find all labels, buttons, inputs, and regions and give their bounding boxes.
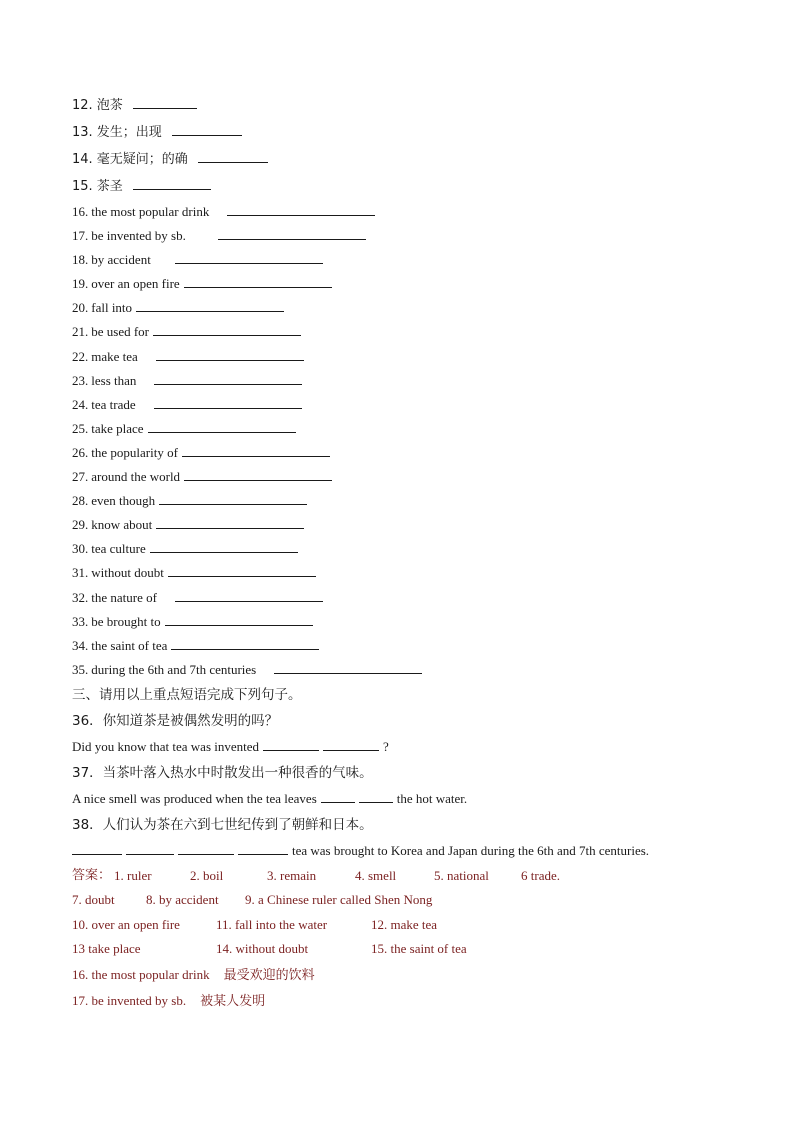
vocab-item bbox=[72, 441, 732, 465]
answer-item: 1. ruler bbox=[114, 867, 152, 883]
answer-blank[interactable] bbox=[182, 443, 330, 457]
item-text: make tea bbox=[91, 348, 138, 364]
answer-blank[interactable] bbox=[359, 789, 393, 803]
answer-item: 8. by accident bbox=[146, 892, 219, 908]
item-number: 15. bbox=[72, 179, 93, 194]
answer-blank[interactable] bbox=[218, 226, 366, 240]
vocab-item bbox=[72, 248, 732, 272]
item-number: 28. bbox=[72, 493, 89, 509]
question-prompt: 38．人们认为茶在六到七世纪传到了朝鲜和日本。 bbox=[72, 816, 373, 833]
question-sentence bbox=[72, 734, 732, 760]
answer-item: 3. remain bbox=[267, 867, 317, 883]
answer-blank[interactable] bbox=[227, 202, 375, 216]
answer-blank[interactable] bbox=[156, 515, 304, 529]
item-text: tea trade bbox=[91, 396, 136, 412]
vocab-chinese-list bbox=[72, 92, 732, 200]
item-text: know about bbox=[91, 517, 153, 533]
answer-row-2 bbox=[72, 888, 732, 913]
worksheet-page bbox=[72, 92, 732, 1015]
item-number: 33. bbox=[72, 613, 89, 629]
answer-row-1 bbox=[72, 864, 732, 889]
answer-blank[interactable] bbox=[171, 636, 319, 650]
vocab-item bbox=[72, 369, 732, 393]
sentence-start: A nice smell was produced when the tea leaves bbox=[72, 790, 317, 806]
question-sentence bbox=[72, 838, 732, 864]
item-text: even though bbox=[91, 493, 156, 509]
vocab-item bbox=[72, 561, 732, 585]
item-number: 22. bbox=[72, 348, 89, 364]
item-number: 27. bbox=[72, 469, 89, 485]
item-number: 21. bbox=[72, 324, 89, 340]
answer-item: 11. fall into the water bbox=[216, 916, 328, 932]
item-text: fall into bbox=[91, 300, 133, 316]
sentence-end: tea was brought to Korea and Japan during the 6th and 7th centuries. bbox=[292, 842, 650, 858]
item-number: 17. bbox=[72, 228, 89, 244]
item-number: 16. bbox=[72, 204, 89, 219]
answer-row-6 bbox=[72, 988, 732, 1015]
vocab-item bbox=[72, 513, 732, 537]
answer-item: 5. national bbox=[434, 867, 489, 883]
answer-blank[interactable] bbox=[72, 841, 122, 855]
answer-item: 17. be invented by sb. bbox=[72, 993, 187, 1009]
item-text: over an open fire bbox=[91, 276, 180, 292]
question-prompt: 36．你知道茶是被偶然发明的吗？ bbox=[72, 712, 279, 729]
answer-blank[interactable] bbox=[133, 95, 197, 109]
item-text: the saint of tea bbox=[91, 637, 168, 653]
answer-blank[interactable] bbox=[198, 149, 268, 163]
item-text: less than bbox=[91, 372, 137, 388]
answer-blank[interactable] bbox=[274, 660, 422, 674]
item-number: 26. bbox=[72, 444, 89, 460]
item-text: be invented by sb. bbox=[91, 228, 186, 244]
answer-blank[interactable] bbox=[126, 841, 174, 855]
vocab-item bbox=[72, 417, 732, 441]
answer-item: 15. the saint of tea bbox=[371, 941, 467, 957]
answer-item: 2. boil bbox=[190, 867, 224, 883]
answer-translation: 最受欢迎的饮料 bbox=[223, 967, 315, 983]
vocab-item bbox=[72, 586, 732, 610]
answer-blank[interactable] bbox=[153, 322, 301, 336]
vocab-item bbox=[72, 465, 732, 489]
vocab-item bbox=[72, 345, 732, 369]
item-text: around the world bbox=[91, 469, 181, 485]
answer-label: 答案： bbox=[72, 867, 112, 883]
item-text: without doubt bbox=[91, 565, 164, 581]
item-number: 31. bbox=[72, 565, 89, 581]
answer-item: 16. the most popular drink bbox=[72, 966, 210, 982]
vocab-item bbox=[72, 146, 732, 173]
item-number: 32. bbox=[72, 589, 89, 605]
item-number: 19. bbox=[72, 276, 89, 292]
sentence-start: Did you know that tea was invented bbox=[72, 738, 260, 754]
item-text: 毫无疑问；的确 bbox=[96, 152, 188, 167]
item-text: during the 6th and 7th centuries bbox=[91, 661, 257, 677]
answer-blank[interactable] bbox=[175, 250, 323, 264]
answer-blank[interactable] bbox=[263, 737, 319, 751]
answer-blank[interactable] bbox=[238, 841, 288, 855]
item-text: by accident bbox=[91, 252, 151, 268]
answer-blank[interactable] bbox=[133, 176, 211, 190]
answer-item: 12. make tea bbox=[371, 916, 438, 932]
item-number: 35. bbox=[72, 661, 89, 677]
item-text: be used for bbox=[91, 324, 150, 340]
answer-item: 9. a Chinese ruler called Shen Nong bbox=[245, 892, 433, 908]
answer-item: 10. over an open fire bbox=[72, 916, 180, 932]
section-3-title: 三、请用以上重点短语完成下列句子。 bbox=[72, 686, 302, 703]
item-text: the most popular drink bbox=[91, 204, 210, 219]
answer-translation: 被某人发明 bbox=[200, 994, 266, 1010]
answer-item: 13 take place bbox=[72, 941, 141, 957]
vocab-item bbox=[72, 658, 732, 682]
answer-item: 14. without doubt bbox=[216, 941, 309, 957]
vocab-item bbox=[72, 537, 732, 561]
item-number: 30. bbox=[72, 541, 89, 557]
vocab-item bbox=[72, 119, 732, 146]
answer-blank[interactable] bbox=[159, 491, 307, 505]
answer-blank[interactable] bbox=[168, 563, 316, 577]
answer-row-4 bbox=[72, 937, 732, 962]
vocab-item bbox=[72, 393, 732, 417]
answer-blank[interactable] bbox=[184, 274, 332, 288]
answer-blank[interactable] bbox=[148, 419, 296, 433]
answer-blank[interactable] bbox=[154, 371, 302, 385]
item-text: 茶圣 bbox=[96, 179, 123, 194]
answer-blank[interactable] bbox=[175, 588, 323, 602]
vocab-item bbox=[72, 489, 732, 513]
question-list bbox=[72, 708, 732, 864]
answer-blank[interactable] bbox=[321, 789, 355, 803]
question-prompt: 37．当茶叶落入热水中时散发出一种很香的气味。 bbox=[72, 764, 373, 781]
sentence-end: ? bbox=[383, 738, 389, 754]
answer-blank[interactable] bbox=[323, 737, 379, 751]
answer-blank[interactable] bbox=[172, 122, 242, 136]
item-text: take place bbox=[91, 420, 144, 436]
item-text: the nature of bbox=[91, 589, 157, 605]
vocab-item bbox=[72, 173, 732, 200]
answer-blank[interactable] bbox=[178, 841, 234, 855]
sentence-end: the hot water. bbox=[396, 790, 468, 806]
vocab-item bbox=[72, 634, 732, 658]
answer-item: 7. doubt bbox=[72, 892, 115, 908]
vocab-item bbox=[72, 610, 732, 634]
vocab-item bbox=[72, 224, 732, 248]
answer-blank[interactable] bbox=[136, 298, 284, 312]
item-number: 25. bbox=[72, 420, 89, 436]
item-number: 34. bbox=[72, 637, 89, 653]
answer-blank[interactable] bbox=[156, 347, 304, 361]
answer-row-3 bbox=[72, 913, 732, 938]
item-text: tea culture bbox=[91, 541, 146, 557]
item-text: the popularity of bbox=[91, 444, 178, 460]
item-number: 13. bbox=[72, 125, 93, 140]
answer-blank[interactable] bbox=[184, 467, 332, 481]
item-number: 12. bbox=[72, 98, 93, 113]
question-sentence bbox=[72, 786, 732, 812]
item-number: 24. bbox=[72, 396, 89, 412]
answer-key bbox=[72, 864, 732, 1015]
item-text: 发生；出现 bbox=[96, 125, 162, 140]
answer-item: 6 trade. bbox=[521, 867, 560, 883]
item-number: 29. bbox=[72, 517, 89, 533]
vocab-item bbox=[72, 200, 732, 224]
item-number: 14. bbox=[72, 152, 93, 167]
answer-blank[interactable] bbox=[154, 395, 302, 409]
answer-blank[interactable] bbox=[165, 612, 313, 626]
answer-row-5 bbox=[72, 962, 732, 989]
item-number: 18. bbox=[72, 252, 89, 268]
vocab-item bbox=[72, 92, 732, 119]
item-text: be brought to bbox=[91, 613, 161, 629]
item-text: 泡茶 bbox=[96, 98, 123, 113]
answer-blank[interactable] bbox=[150, 539, 298, 553]
vocab-item bbox=[72, 296, 732, 320]
item-number: 23. bbox=[72, 372, 89, 388]
vocab-english-list bbox=[72, 200, 732, 682]
vocab-item bbox=[72, 272, 732, 296]
vocab-item bbox=[72, 320, 732, 344]
answer-item: 4. smell bbox=[355, 867, 397, 883]
item-number: 20. bbox=[72, 300, 89, 316]
